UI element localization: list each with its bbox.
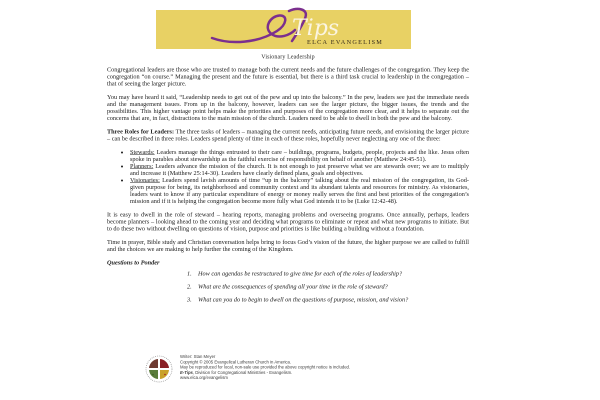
questions-heading: Questions to Ponder — [107, 259, 160, 266]
roles-intro — [107, 128, 469, 142]
footer-writer: Writer: Stan Meyer — [180, 354, 216, 359]
question-item — [187, 283, 469, 290]
role-text: Leaders advance the mission of the church. It is not enough to just preserve what we are stewards over; we are to multiply and increase it (Matthew 25:14-30). Leaders have clearly defined plans, goals and objectives. — [130, 162, 470, 177]
role-item-visionaries — [128, 177, 469, 205]
paragraph-prayer: Time in prayer, Bible study and Christian conversation helps bring to focus God’s vision of the future, the higher purpose we are called to fulfill and the choices we are making to help further the coming of the Kingdom. — [107, 238, 469, 253]
question-text: How can agendas be restructured to give time for each of the roles of leadership? — [198, 270, 403, 277]
footer-etips-rest: , Division for Congregational Ministries - Evangelism. — [192, 369, 293, 375]
role-item-stewards — [128, 149, 469, 163]
role-item-planners — [128, 163, 469, 177]
roles-list — [107, 149, 469, 205]
footer-etips-label: E-Tips — [180, 369, 193, 375]
footer-copyright: Copyright © 2005 Evangelical Lutheran Church in America. — [180, 359, 292, 365]
logo-word: Tips — [292, 16, 340, 41]
role-text: Leaders manage the things entrusted to their care – buildings, programs, budgets, people, projects and the like. Jesus often spoke in parables about stewardship as the faithful exercise of responsibility on behalf of another (Matthew 24:45-51). — [130, 148, 470, 163]
role-term: Planners: — [130, 162, 154, 170]
footer-text — [180, 354, 350, 380]
question-item — [187, 270, 469, 277]
paragraph-balcony: You may have heard it said, “Leadership needs to get out of the pew and up into the balcony.” In the pew, leaders see just the immediate needs and the management issues. From up in the balcony, however, leaders can see the larger picture, the bigger issues, the trends and the possibilities. This higher vantage point helps make the priorities and purposes of the congregation more clear, and it helps to separate out the concerns that are, in fact, distractions to the main mission of the church. Leaders need to be able to dwell in both the pew and the balcony. — [107, 93, 469, 122]
role-text: Leaders spend lavish amounts of time “up in the balcony” talking about the real mission of the congregation, its God-given purpose for being, its neighborhood and community context and its abundant talents and resources for ministry. As visionaries, leaders want to know if any particular expenditure of energy or money really serves the first and best priorities of the congregation’s mission and if it is helping the congregation become more fully what God intends it to be (Luke 12:42-48). — [130, 176, 469, 205]
paragraph-intro: Congregational leaders are those who are trusted to manage both the current needs and the future challenges of the congregation. They keep the congregation “on course.” Managing the present and the future is essential, but there is a third task crucial to leadership in the congregation – that of seeing the larger picture. — [107, 66, 469, 87]
question-item — [187, 296, 469, 303]
paragraph-steward-role: It is easy to dwell in the role of steward – hearing reports, managing problems and overseeing programs. Once annually, perhaps, leaders become planners – looking ahead to the coming year and deciding what programs to eliminate or repeat and what new programs to initiate. But to do these two without dwelling on questions of vision, purpose and priorities is like building a building without a foundation. — [107, 211, 469, 232]
page-title: Visionary Leadership — [261, 53, 315, 60]
question-number: 3. — [187, 296, 192, 303]
question-number: 2. — [187, 283, 192, 290]
role-term: Stewards: — [130, 148, 155, 156]
question-number: 1. — [187, 270, 192, 277]
etips-logo-icon — [156, 5, 411, 54]
header-band — [156, 10, 411, 49]
question-text: What are the consequences of spending all your time in the role of steward? — [198, 283, 388, 290]
footer — [145, 354, 350, 384]
elca-logo-icon — [145, 354, 173, 384]
roles-intro-lead: Three Roles for Leaders: — [107, 128, 175, 135]
question-text: What can you do to begin to dwell on the questions of purpose, mission, and vision? — [198, 296, 409, 303]
logo-subtitle: ELCA EVANGELISM — [307, 39, 384, 46]
footer-permission: May be reproduced for local, non-sale use provided the above copyright notice is included. — [180, 364, 351, 370]
role-term: Visionaries: — [130, 176, 160, 184]
website-url: www.elca.org/evangelism — [180, 375, 228, 381]
roles-intro-rest: The three tasks of leaders – managing the current needs, anticipating future needs, and envisioning the larger picture – can be described in three roles. Leaders spend plenty of time in each of these roles, hopefully never neglecting any one of the three: — [107, 128, 469, 142]
document-body — [107, 66, 469, 309]
